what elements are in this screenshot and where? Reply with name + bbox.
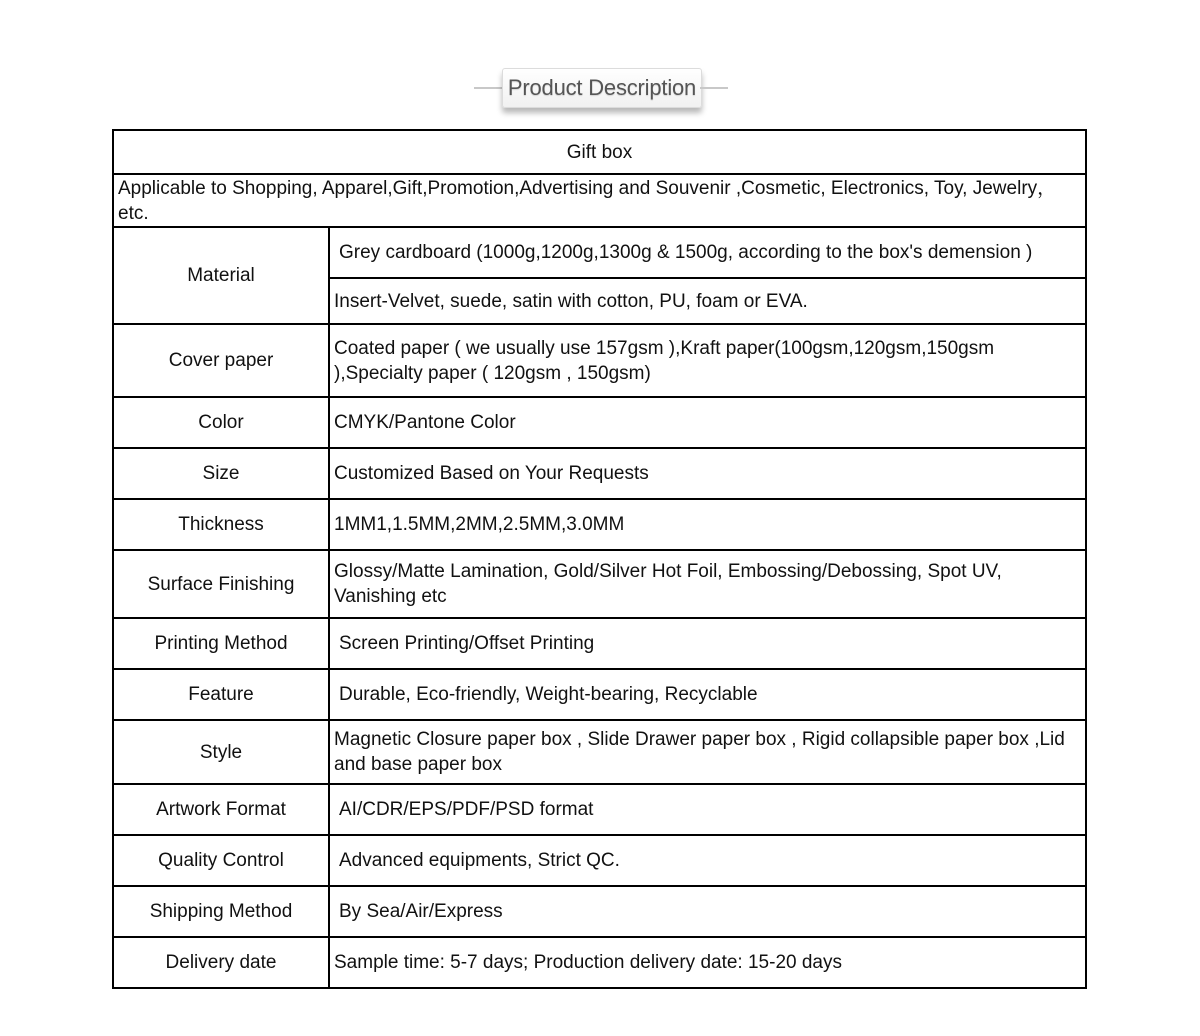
row-label: Printing Method — [113, 618, 329, 669]
row-label: Quality Control — [113, 835, 329, 886]
row-label: Shipping Method — [113, 886, 329, 937]
row-value: 1MM1,1.5MM,2MM,2.5MM,3.0MM — [329, 499, 1086, 550]
row-label: Thickness — [113, 499, 329, 550]
table-row — [113, 618, 1086, 669]
table-row — [113, 397, 1086, 448]
table-row — [113, 499, 1086, 550]
row-label: Color — [113, 397, 329, 448]
row-value: Coated paper ( we usually use 157gsm ),Kraft paper(100gsm,120gsm,150gsm ),Specialty paper ( 120gsm , 150gsm) — [329, 324, 1086, 397]
row-value: Customized Based on Your Requests — [329, 448, 1086, 499]
table-row — [113, 448, 1086, 499]
row-label: Surface Finishing — [113, 550, 329, 618]
table-row — [113, 784, 1086, 835]
row-label: Style — [113, 720, 329, 784]
row-value: Advanced equipments, Strict QC. — [329, 835, 1086, 886]
row-value: Sample time: 5-7 days; Production delivery date: 15-20 days — [329, 937, 1086, 988]
section-title: Product Description — [502, 68, 702, 108]
row-label: Artwork Format — [113, 784, 329, 835]
header-divider-right — [700, 87, 728, 89]
section-header — [474, 66, 728, 110]
header-divider-left — [474, 87, 502, 89]
table-row — [113, 227, 1086, 278]
table-title-row — [113, 130, 1086, 174]
row-label: Material — [113, 227, 329, 324]
table-row — [113, 669, 1086, 720]
applicable-row — [113, 174, 1086, 227]
row-value: Durable, Eco-friendly, Weight-bearing, Recyclable — [329, 669, 1086, 720]
row-value: AI/CDR/EPS/PDF/PSD format — [329, 784, 1086, 835]
table-row — [113, 324, 1086, 397]
row-label: Cover paper — [113, 324, 329, 397]
spec-table — [112, 129, 1087, 989]
row-value: Screen Printing/Offset Printing — [329, 618, 1086, 669]
row-value: Grey cardboard (1000g,1200g,1300g & 1500g, according to the box's demension ) — [329, 227, 1086, 278]
table-row — [113, 550, 1086, 618]
table-row — [113, 937, 1086, 988]
row-value: CMYK/Pantone Color — [329, 397, 1086, 448]
row-label: Size — [113, 448, 329, 499]
table-row — [113, 720, 1086, 784]
row-value: Magnetic Closure paper box , Slide Drawer paper box , Rigid collapsible paper box ,Lid and base paper box — [329, 720, 1086, 784]
row-value: Insert-Velvet, suede, satin with cotton, PU, foam or EVA. — [329, 278, 1086, 324]
row-value: Glossy/Matte Lamination, Gold/Silver Hot Foil, Embossing/Debossing, Spot UV, Vanishing etc — [329, 550, 1086, 618]
row-label: Feature — [113, 669, 329, 720]
table-row — [113, 886, 1086, 937]
row-label: Delivery date — [113, 937, 329, 988]
table-row — [113, 835, 1086, 886]
product-title: Gift box — [113, 130, 1086, 174]
applicable-text: Applicable to Shopping, Apparel,Gift,Promotion,Advertising and Souvenir ,Cosmetic, Electronics, Toy, Jewelry，etc. — [113, 174, 1086, 227]
row-value: By Sea/Air/Express — [329, 886, 1086, 937]
